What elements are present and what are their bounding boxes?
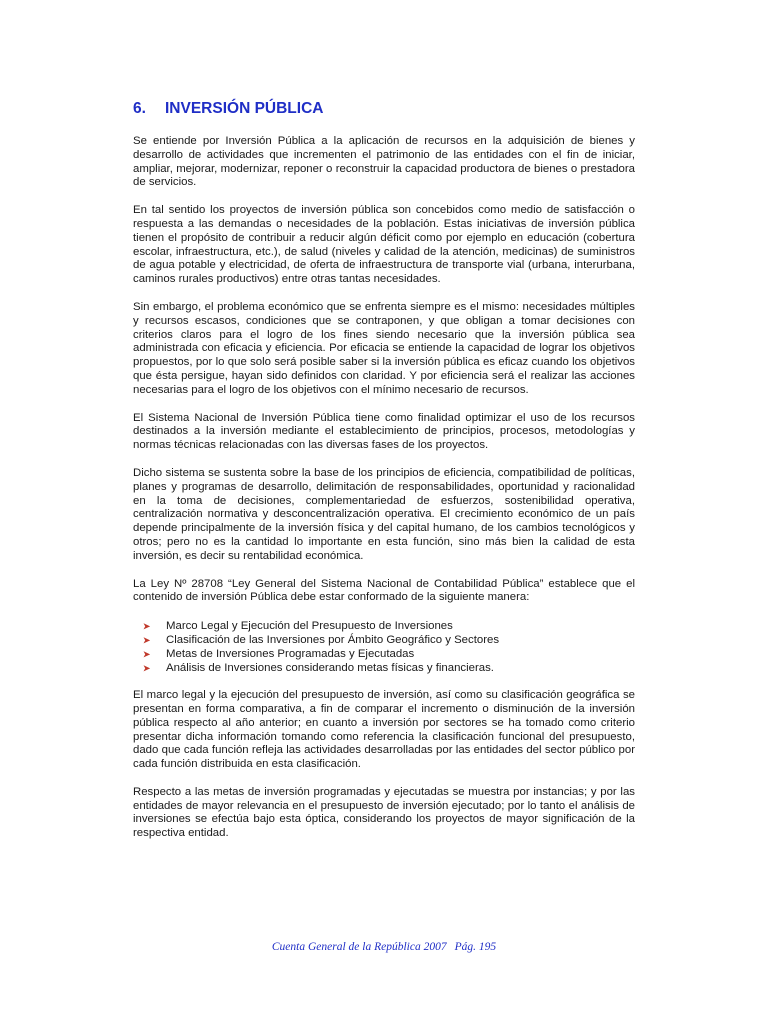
page-footer bbox=[0, 941, 768, 953]
paragraph: Sin embargo, el problema económico que se enfrenta siempre es el mismo: necesidades múltiples y recursos escasos, condiciones que se contraponen, y que obligan a tomar decisiones con criterios claros para el logro de los fines siendo necesario que la inversión pública sea administrada con eficacia y eficiencia. Por eficacia se entiende la capacidad de lograr los objetivos propuestos, por lo que solo será posible saber si la inversión pública es eficaz cuando los objetivos que ésta persigue, hayan sido definidos con claridad. Y por eficiencia será el realizar las acciones necesarias para el logro de los objetivos con el mínimo necesario de recursos. bbox=[133, 300, 635, 396]
arrow-bullet-icon: ➤ bbox=[143, 663, 151, 674]
list-item-text: Metas de Inversiones Programadas y Ejecutadas bbox=[166, 648, 415, 661]
paragraph: El Sistema Nacional de Inversión Pública tiene como finalidad optimizar el uso de los recursos destinados a la inversión mediante el establecimiento de principios, procesos, metodologías y normas técnicas relacionadas con las diversas fases de los proyectos. bbox=[133, 411, 635, 452]
list-item-text: Marco Legal y Ejecución del Presupuesto de Inversiones bbox=[166, 620, 453, 633]
footer-title: Cuenta General de la República 2007 bbox=[271, 941, 447, 953]
arrow-bullet-icon: ➤ bbox=[143, 635, 151, 646]
bullet-list bbox=[133, 619, 635, 675]
list-item bbox=[143, 661, 635, 675]
list-item bbox=[143, 647, 635, 661]
list-item bbox=[143, 619, 635, 633]
section-heading bbox=[133, 100, 635, 118]
paragraph: Se entiende por Inversión Pública a la aplicación de recursos en la adquisición de bienes y desarrollo de actividades que incrementen el patrimonio de las entidades con el fin de iniciar, ampliar, mejorar, modernizar, reponer o reconstruir la capacidad productora de bienes o prestadora de servicios. bbox=[133, 135, 635, 189]
paragraph: La Ley Nº 28708 “Ley General del Sistema Nacional de Contabilidad Pública” establece que el contenido de inversión Pública debe estar conformado de la siguiente manera: bbox=[133, 577, 635, 604]
paragraph: El marco legal y la ejecución del presupuesto de inversión, así como su clasificación geográfica se presentan en forma comparativa, a fin de comparar el incremento o disminución de la inversión pública respecto al año anterior; en cuanto a inversión por sectores se ha tomado como criterio presentar dicha información tomando como referencia la clasificación funcional del presupuesto, dado que cada función refleja las actividades desarrolladas por las entidades del sector público por cada función distribuida en esta clasificación. bbox=[133, 689, 635, 771]
arrow-bullet-icon: ➤ bbox=[143, 649, 151, 660]
section-number: 6. bbox=[133, 100, 146, 117]
list-item-text: Análisis de Inversiones considerando metas físicas y financieras. bbox=[166, 662, 494, 675]
page-number: Pág. 195 bbox=[454, 941, 497, 953]
paragraph: Respecto a las metas de inversión programadas y ejecutadas se muestra por instancias; y por las entidades de mayor relevancia en el presupuesto de inversión ejecutado; por lo tanto el análisis de inversiones se efectúa bajo esta óptica, considerando los proyectos de mayor significación de la respectiva entidad. bbox=[133, 785, 635, 840]
paragraph: Dicho sistema se sustenta sobre la base de los principios de eficiencia, compatibilidad de políticas, planes y programas de desarrollo, delimitación de responsabilidades, oportunidad y racionalidad en la toma de decisiones, complementariedad de esfuerzos, sostenibilidad operativa, centralización normativa y desconcentralización operativa. El crecimiento económico de un país depende principalmente de la inversión física y del capital humano, de los cambios tecnológicos y otros; pero no es la cantidad lo importante en esta función, sino más bien la calidad de esta inversión, es decir su rentabilidad económica. bbox=[133, 466, 635, 562]
list-item-text: Clasificación de las Inversiones por Ámbito Geográfico y Sectores bbox=[166, 634, 500, 647]
paragraph: En tal sentido los proyectos de inversión pública son concebidos como medio de satisfacción o respuesta a las demandas o necesidades de la población. Estas iniciativas de inversión pública tienen el propósito de contribuir a reducir algún déficit como por ejemplo en educación (cobertura escolar, infraestructura, etc.), de salud (niveles y calidad de la atención, medicinas) de suministros de agua potable y electricidad, de oferta de infraestructura de transporte vial (urbana, interurbana, caminos rurales productivos) entre otras tantas necesidades. bbox=[133, 204, 635, 286]
section-title: INVERSIÓN PÚBLICA bbox=[165, 100, 324, 117]
list-item bbox=[143, 633, 635, 647]
page-content bbox=[133, 100, 635, 855]
arrow-bullet-icon: ➤ bbox=[143, 621, 151, 632]
